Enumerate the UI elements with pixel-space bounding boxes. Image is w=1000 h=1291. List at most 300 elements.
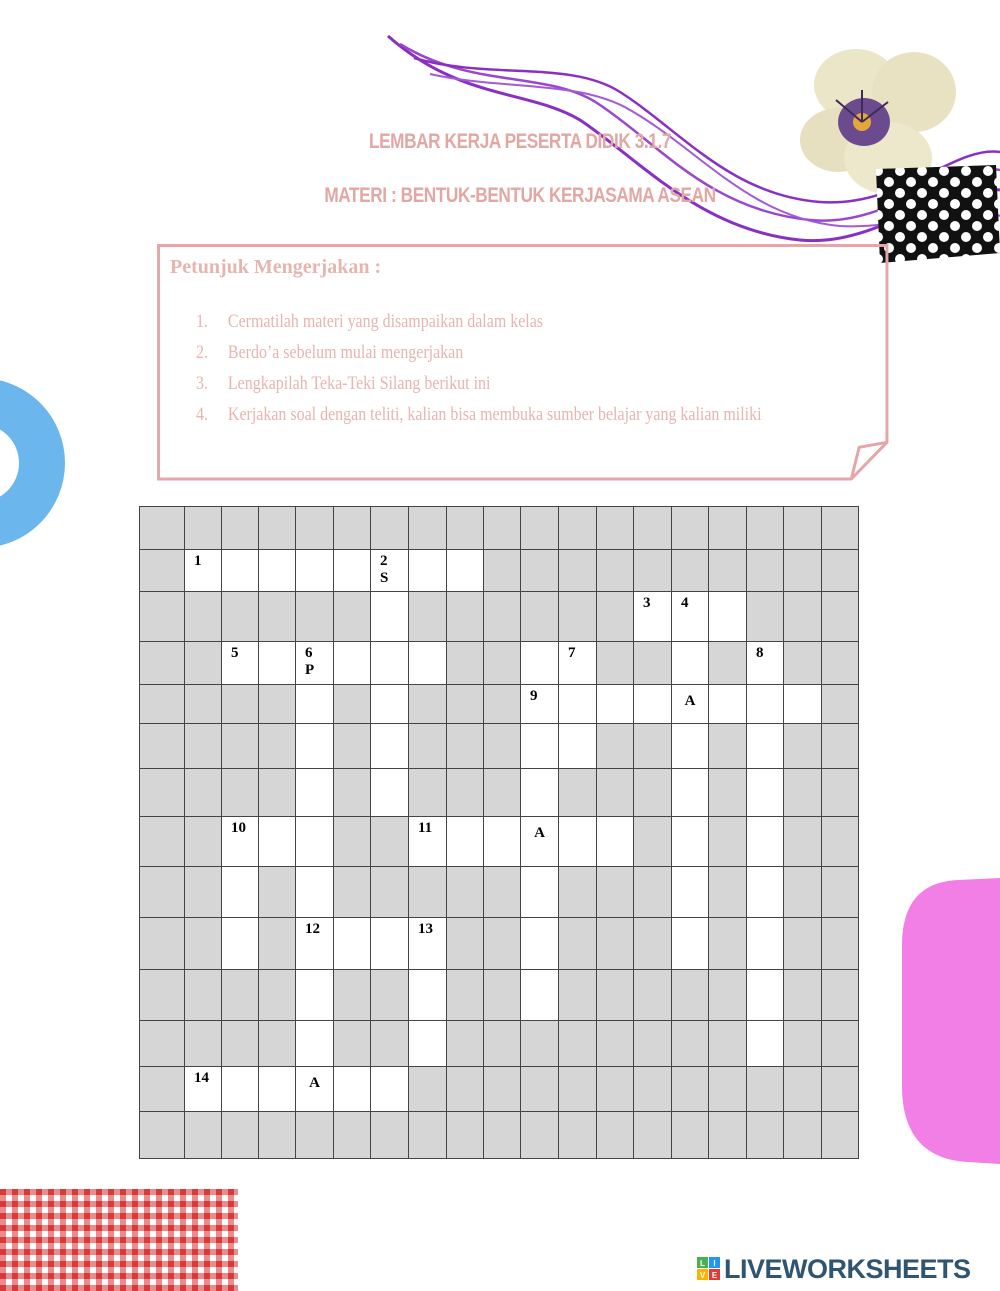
- clue-number: 1: [194, 553, 202, 569]
- crossword-blocked-cell: [671, 1066, 709, 1112]
- crossword-blocked-cell: [708, 969, 747, 1021]
- crossword-answer-cell[interactable]: [408, 917, 447, 970]
- crossword-blocked-cell: [558, 549, 597, 592]
- crossword-blocked-cell: [258, 591, 296, 642]
- crossword-blocked-cell: [821, 591, 859, 642]
- crossword-blocked-cell: [596, 768, 634, 817]
- crossword-blocked-cell: [258, 684, 296, 724]
- crossword-blocked-cell: [139, 816, 185, 867]
- crossword-answer-cell[interactable]: [671, 917, 709, 970]
- crossword-answer-cell[interactable]: [520, 684, 559, 724]
- crossword-blocked-cell: [633, 506, 672, 550]
- crossword-blocked-cell: [520, 549, 559, 592]
- crossword-blocked-cell: [333, 723, 371, 769]
- crossword-answer-cell[interactable]: [295, 816, 334, 867]
- crossword-answer-cell[interactable]: [671, 641, 709, 685]
- crossword-answer-cell[interactable]: [558, 723, 597, 769]
- crossword-answer-cell[interactable]: [333, 1066, 371, 1112]
- crossword-blocked-cell: [408, 684, 447, 724]
- clue-number: 13: [418, 921, 433, 937]
- crossword-answer-cell[interactable]: [520, 917, 559, 970]
- crossword-blocked-cell: [708, 549, 747, 592]
- crossword-answer-cell[interactable]: [746, 866, 784, 918]
- crossword-answer-cell[interactable]: [408, 816, 447, 867]
- crossword-blocked-cell: [821, 684, 859, 724]
- crossword-blocked-cell: [520, 591, 559, 642]
- crossword-blocked-cell: [446, 866, 484, 918]
- crossword-blocked-cell: [221, 684, 259, 724]
- crossword-grid: [139, 506, 858, 1158]
- crossword-blocked-cell: [671, 506, 709, 550]
- crossword-blocked-cell: [139, 969, 185, 1021]
- crossword-blocked-cell: [139, 768, 185, 817]
- crossword-blocked-cell: [633, 1066, 672, 1112]
- crossword-blocked-cell: [783, 816, 822, 867]
- crossword-blocked-cell: [671, 549, 709, 592]
- crossword-blocked-cell: [821, 549, 859, 592]
- crossword-blocked-cell: [333, 768, 371, 817]
- clue-number: 12: [305, 921, 320, 937]
- crossword-blocked-cell: [708, 816, 747, 867]
- crossword-blocked-cell: [221, 768, 259, 817]
- crossword-answer-cell[interactable]: [370, 768, 409, 817]
- crossword-blocked-cell: [483, 549, 521, 592]
- clue-number: 11: [418, 820, 433, 836]
- crossword-blocked-cell: [139, 723, 185, 769]
- crossword-answer-cell[interactable]: [671, 591, 709, 642]
- crossword-blocked-cell: [333, 1111, 371, 1159]
- crossword-blocked-cell: [184, 684, 222, 724]
- crossword-blocked-cell: [596, 917, 634, 970]
- instruction-number: 1.: [196, 311, 208, 332]
- instruction-text: Kerjakan soal dengan teliti, kalian bisa membuka sumber belajar yang kalian miliki: [227, 404, 762, 425]
- crossword-answer-cell[interactable]: [370, 917, 409, 970]
- crossword-answer-cell[interactable]: [258, 549, 296, 592]
- crossword-blocked-cell: [821, 1066, 859, 1112]
- crossword-answer-cell[interactable]: [370, 549, 409, 592]
- crossword-blocked-cell: [258, 1020, 296, 1067]
- crossword-blocked-cell: [408, 768, 447, 817]
- crossword-answer-cell[interactable]: [633, 684, 672, 724]
- crossword-blocked-cell: [633, 1111, 672, 1159]
- pink-shape-decoration: [898, 876, 1000, 1166]
- crossword-blocked-cell: [821, 641, 859, 685]
- crossword-answer-cell[interactable]: [295, 723, 334, 769]
- crossword-answer-cell[interactable]: [221, 641, 259, 685]
- crossword-blocked-cell: [596, 506, 634, 550]
- logo-letter: E: [711, 1271, 718, 1280]
- crossword-blocked-cell: [295, 506, 334, 550]
- instruction-item: [196, 337, 762, 368]
- crossword-answer-cell[interactable]: [295, 1066, 334, 1112]
- crossword-blocked-cell: [746, 1066, 784, 1112]
- crossword-answer-cell[interactable]: [671, 684, 709, 724]
- given-letter: P: [305, 662, 315, 678]
- crossword-blocked-cell: [221, 723, 259, 769]
- crossword-blocked-cell: [483, 1020, 521, 1067]
- instruction-item: [196, 399, 762, 430]
- crossword-blocked-cell: [446, 969, 484, 1021]
- crossword-blocked-cell: [408, 1066, 447, 1112]
- crossword-blocked-cell: [783, 1066, 822, 1112]
- crossword-answer-cell[interactable]: [184, 549, 222, 592]
- clue-number: 14: [194, 1070, 209, 1086]
- crossword-answer-cell[interactable]: [408, 549, 447, 592]
- crossword-blocked-cell: [708, 1020, 747, 1067]
- crossword-answer-cell[interactable]: [671, 768, 709, 817]
- crossword-answer-cell[interactable]: [633, 591, 672, 642]
- crossword-blocked-cell: [821, 723, 859, 769]
- crossword-answer-cell[interactable]: [708, 591, 747, 642]
- crossword-blocked-cell: [333, 866, 371, 918]
- crossword-blocked-cell: [446, 591, 484, 642]
- crossword-blocked-cell: [596, 1020, 634, 1067]
- crossword-answer-cell[interactable]: [333, 549, 371, 592]
- crossword-answer-cell[interactable]: [746, 768, 784, 817]
- crossword-blocked-cell: [483, 768, 521, 817]
- crossword-blocked-cell: [184, 641, 222, 685]
- crossword-blocked-cell: [408, 866, 447, 918]
- crossword-blocked-cell: [483, 723, 521, 769]
- crossword-answer-cell[interactable]: [746, 969, 784, 1021]
- crossword-blocked-cell: [184, 723, 222, 769]
- crossword-blocked-cell: [633, 969, 672, 1021]
- crossword-answer-cell[interactable]: [671, 723, 709, 769]
- crossword-blocked-cell: [633, 549, 672, 592]
- crossword-blocked-cell: [370, 1020, 409, 1067]
- clue-number: 5: [231, 645, 239, 661]
- crossword-blocked-cell: [520, 506, 559, 550]
- crossword-blocked-cell: [333, 1020, 371, 1067]
- crossword-blocked-cell: [184, 866, 222, 918]
- crossword-answer-cell[interactable]: [295, 917, 334, 970]
- crossword-blocked-cell: [821, 969, 859, 1021]
- crossword-blocked-cell: [483, 1066, 521, 1112]
- crossword-blocked-cell: [558, 1066, 597, 1112]
- crossword-blocked-cell: [821, 1020, 859, 1067]
- crossword-blocked-cell: [139, 591, 185, 642]
- instruction-number: 3.: [196, 373, 208, 394]
- crossword-blocked-cell: [446, 506, 484, 550]
- crossword-blocked-cell: [633, 723, 672, 769]
- crossword-answer-cell[interactable]: [333, 641, 371, 685]
- clue-number: 2: [380, 553, 388, 569]
- crossword-blocked-cell: [783, 917, 822, 970]
- crossword-blocked-cell: [446, 723, 484, 769]
- logo-letter: L: [700, 1259, 705, 1268]
- crossword-blocked-cell: [821, 816, 859, 867]
- crossword-answer-cell[interactable]: [596, 684, 634, 724]
- crossword-answer-cell[interactable]: [370, 684, 409, 724]
- crossword-answer-cell[interactable]: [520, 866, 559, 918]
- crossword-blocked-cell: [258, 969, 296, 1021]
- crossword-blocked-cell: [558, 591, 597, 642]
- crossword-blocked-cell: [783, 549, 822, 592]
- crossword-blocked-cell: [221, 1020, 259, 1067]
- crossword-answer-cell[interactable]: [333, 917, 371, 970]
- crossword-blocked-cell: [821, 1111, 859, 1159]
- crossword-blocked-cell: [596, 1111, 634, 1159]
- crossword-blocked-cell: [746, 591, 784, 642]
- instructions-title: Petunjuk Mengerjakan :: [170, 256, 382, 278]
- crossword-answer-cell[interactable]: [520, 768, 559, 817]
- crossword-blocked-cell: [783, 1020, 822, 1067]
- crossword-blocked-cell: [139, 1020, 185, 1067]
- crossword-blocked-cell: [558, 969, 597, 1021]
- crossword-blocked-cell: [184, 917, 222, 970]
- crossword-blocked-cell: [671, 969, 709, 1021]
- crossword-blocked-cell: [633, 866, 672, 918]
- crossword-blocked-cell: [708, 1111, 747, 1159]
- crossword-answer-cell[interactable]: [221, 1066, 259, 1112]
- crossword-blocked-cell: [408, 723, 447, 769]
- crossword-blocked-cell: [333, 506, 371, 550]
- crossword-blocked-cell: [483, 591, 521, 642]
- crossword-blocked-cell: [139, 1111, 185, 1159]
- crossword-answer-cell[interactable]: [370, 723, 409, 769]
- crossword-blocked-cell: [258, 866, 296, 918]
- crossword-answer-cell[interactable]: [408, 641, 447, 685]
- crossword-blocked-cell: [446, 1020, 484, 1067]
- crossword-blocked-cell: [708, 641, 747, 685]
- crossword-blocked-cell: [184, 768, 222, 817]
- crossword-answer-cell[interactable]: [370, 1066, 409, 1112]
- crossword-blocked-cell: [446, 1066, 484, 1112]
- crossword-blocked-cell: [520, 1020, 559, 1067]
- crossword-answer-cell[interactable]: [746, 723, 784, 769]
- crossword-answer-cell[interactable]: [671, 816, 709, 867]
- crossword-blocked-cell: [139, 866, 185, 918]
- crossword-blocked-cell: [783, 641, 822, 685]
- instruction-item: [196, 306, 762, 337]
- crossword-blocked-cell: [139, 641, 185, 685]
- crossword-blocked-cell: [446, 768, 484, 817]
- crossword-blocked-cell: [483, 506, 521, 550]
- crossword-answer-cell[interactable]: [558, 684, 597, 724]
- crossword-blocked-cell: [671, 1020, 709, 1067]
- crossword-answer-cell[interactable]: [295, 641, 334, 685]
- crossword-blocked-cell: [483, 969, 521, 1021]
- crossword-answer-cell[interactable]: [446, 549, 484, 592]
- crossword-blocked-cell: [333, 591, 371, 642]
- crossword-answer-cell[interactable]: [746, 1020, 784, 1067]
- crossword-blocked-cell: [446, 1111, 484, 1159]
- crossword-blocked-cell: [596, 641, 634, 685]
- given-letter: A: [309, 1075, 320, 1091]
- crossword-blocked-cell: [746, 549, 784, 592]
- crossword-blocked-cell: [708, 506, 747, 550]
- crossword-blocked-cell: [783, 591, 822, 642]
- blue-ring-decoration: [0, 378, 66, 548]
- crossword-blocked-cell: [221, 1111, 259, 1159]
- crossword-answer-cell[interactable]: [258, 641, 296, 685]
- crossword-blocked-cell: [333, 969, 371, 1021]
- clue-number: 9: [530, 688, 538, 704]
- crossword-answer-cell[interactable]: [295, 1020, 334, 1067]
- crossword-answer-cell[interactable]: [295, 969, 334, 1021]
- crossword-answer-cell[interactable]: [258, 1066, 296, 1112]
- crossword-blocked-cell: [184, 591, 222, 642]
- instruction-text: Lengkapilah Teka-Teki Silang berikut ini: [227, 373, 491, 394]
- crossword-blocked-cell: [139, 684, 185, 724]
- crossword-blocked-cell: [333, 684, 371, 724]
- crossword-blocked-cell: [558, 917, 597, 970]
- crossword-blocked-cell: [408, 591, 447, 642]
- instruction-text: Berdo’a sebelum mulai mengerjakan: [227, 342, 464, 363]
- crossword-blocked-cell: [184, 1020, 222, 1067]
- crossword-blocked-cell: [258, 917, 296, 970]
- crossword-answer-cell[interactable]: [783, 684, 822, 724]
- crossword-blocked-cell: [483, 641, 521, 685]
- crossword-blocked-cell: [520, 1066, 559, 1112]
- crossword-blocked-cell: [746, 506, 784, 550]
- crossword-answer-cell[interactable]: [746, 641, 784, 685]
- crossword-blocked-cell: [258, 768, 296, 817]
- crossword-answer-cell[interactable]: [746, 684, 784, 724]
- instruction-text: Cermatilah materi yang disampaikan dalam kelas: [227, 311, 544, 332]
- liveworksheets-logo: [697, 1254, 971, 1284]
- crossword-blocked-cell: [596, 723, 634, 769]
- crossword-blocked-cell: [295, 591, 334, 642]
- crossword-blocked-cell: [295, 1111, 334, 1159]
- crossword-answer-cell[interactable]: [520, 969, 559, 1021]
- clue-number: 3: [643, 595, 651, 611]
- crossword-blocked-cell: [783, 866, 822, 918]
- crossword-answer-cell[interactable]: [258, 816, 296, 867]
- crossword-blocked-cell: [184, 969, 222, 1021]
- crossword-answer-cell[interactable]: [221, 816, 259, 867]
- crossword-blocked-cell: [708, 866, 747, 918]
- crossword-blocked-cell: [139, 549, 185, 592]
- crossword-blocked-cell: [184, 1111, 222, 1159]
- crossword-answer-cell[interactable]: [596, 816, 634, 867]
- crossword-blocked-cell: [558, 1111, 597, 1159]
- crossword-blocked-cell: [708, 1066, 747, 1112]
- crossword-blocked-cell: [221, 969, 259, 1021]
- crossword-blocked-cell: [708, 917, 747, 970]
- crossword-answer-cell[interactable]: [370, 591, 409, 642]
- crossword-answer-cell[interactable]: [295, 768, 334, 817]
- crossword-answer-cell[interactable]: [558, 641, 597, 685]
- crossword-blocked-cell: [783, 1111, 822, 1159]
- clue-number: 7: [568, 645, 576, 661]
- crossword-blocked-cell: [483, 1111, 521, 1159]
- crossword-blocked-cell: [370, 816, 409, 867]
- crossword-answer-cell[interactable]: [295, 866, 334, 918]
- crossword-blocked-cell: [370, 866, 409, 918]
- crossword-blocked-cell: [184, 816, 222, 867]
- crossword-blocked-cell: [333, 816, 371, 867]
- crossword-answer-cell[interactable]: [221, 917, 259, 970]
- crossword-answer-cell[interactable]: [520, 641, 559, 685]
- crossword-blocked-cell: [139, 1066, 185, 1112]
- crossword-blocked-cell: [783, 969, 822, 1021]
- crossword-blocked-cell: [783, 768, 822, 817]
- clue-number: 8: [756, 645, 764, 661]
- crossword-answer-cell[interactable]: [558, 816, 597, 867]
- crossword-blocked-cell: [633, 917, 672, 970]
- logo-text[interactable]: LIVEWORKSHEETS: [724, 1253, 971, 1284]
- crossword-blocked-cell: [139, 506, 185, 550]
- crossword-blocked-cell: [446, 641, 484, 685]
- crossword-answer-cell[interactable]: [446, 816, 484, 867]
- crossword-blocked-cell: [708, 723, 747, 769]
- crossword-answer-cell[interactable]: [708, 684, 747, 724]
- crossword-blocked-cell: [596, 866, 634, 918]
- worksheet-subtitle: MATERI : BENTUK-BENTUK KERJASAMA ASEAN: [324, 184, 716, 207]
- crossword-blocked-cell: [370, 969, 409, 1021]
- crossword-answer-cell[interactable]: [746, 917, 784, 970]
- crossword-blocked-cell: [258, 1111, 296, 1159]
- crossword-blocked-cell: [558, 768, 597, 817]
- crossword-blocked-cell: [708, 768, 747, 817]
- worksheet-title: LEMBAR KERJA PESERTA DIDIK 3.1.7: [368, 130, 671, 153]
- crossword-answer-cell[interactable]: [408, 1020, 447, 1067]
- given-letter: A: [534, 825, 545, 841]
- crossword-answer-cell[interactable]: [671, 866, 709, 918]
- crossword-blocked-cell: [258, 506, 296, 550]
- crossword-blocked-cell: [408, 506, 447, 550]
- crossword-blocked-cell: [746, 1111, 784, 1159]
- instruction-item: [196, 368, 762, 399]
- crossword-blocked-cell: [821, 506, 859, 550]
- crossword-blocked-cell: [596, 969, 634, 1021]
- given-letter: S: [380, 570, 389, 586]
- crossword-blocked-cell: [821, 917, 859, 970]
- clue-number: 10: [231, 820, 246, 836]
- crossword-blocked-cell: [184, 506, 222, 550]
- crossword-blocked-cell: [370, 1111, 409, 1159]
- crossword-blocked-cell: [520, 1111, 559, 1159]
- crossword-blocked-cell: [221, 506, 259, 550]
- instructions-list: [196, 306, 762, 430]
- crossword-blocked-cell: [370, 506, 409, 550]
- crossword-blocked-cell: [483, 917, 521, 970]
- crossword-blocked-cell: [821, 768, 859, 817]
- crossword-blocked-cell: [596, 549, 634, 592]
- crossword-blocked-cell: [483, 866, 521, 918]
- crossword-answer-cell[interactable]: [295, 549, 334, 592]
- crossword-blocked-cell: [558, 506, 597, 550]
- crossword-answer-cell[interactable]: [408, 969, 447, 1021]
- crossword-blocked-cell: [633, 816, 672, 867]
- crossword-blocked-cell: [596, 1066, 634, 1112]
- clue-number: 4: [681, 595, 689, 611]
- crossword-answer-cell[interactable]: [520, 723, 559, 769]
- crossword-answer-cell[interactable]: [295, 684, 334, 724]
- crossword-blocked-cell: [446, 917, 484, 970]
- crossword-answer-cell[interactable]: [483, 816, 521, 867]
- crossword-blocked-cell: [221, 591, 259, 642]
- crossword-blocked-cell: [633, 641, 672, 685]
- crossword-blocked-cell: [558, 1020, 597, 1067]
- crossword-answer-cell[interactable]: [520, 816, 559, 867]
- crossword-answer-cell[interactable]: [221, 866, 259, 918]
- crossword-blocked-cell: [633, 1020, 672, 1067]
- crossword-answer-cell[interactable]: [184, 1066, 222, 1112]
- instruction-number: 2.: [196, 342, 208, 363]
- crossword-blocked-cell: [483, 684, 521, 724]
- logo-letter: I: [713, 1259, 716, 1268]
- crossword-answer-cell[interactable]: [746, 816, 784, 867]
- given-letter: A: [684, 693, 696, 709]
- crossword-blocked-cell: [821, 866, 859, 918]
- crossword-answer-cell[interactable]: [221, 549, 259, 592]
- crossword-answer-cell[interactable]: [370, 641, 409, 685]
- crossword-blocked-cell: [408, 1111, 447, 1159]
- instruction-number: 4.: [196, 404, 208, 425]
- crossword-blocked-cell: [633, 768, 672, 817]
